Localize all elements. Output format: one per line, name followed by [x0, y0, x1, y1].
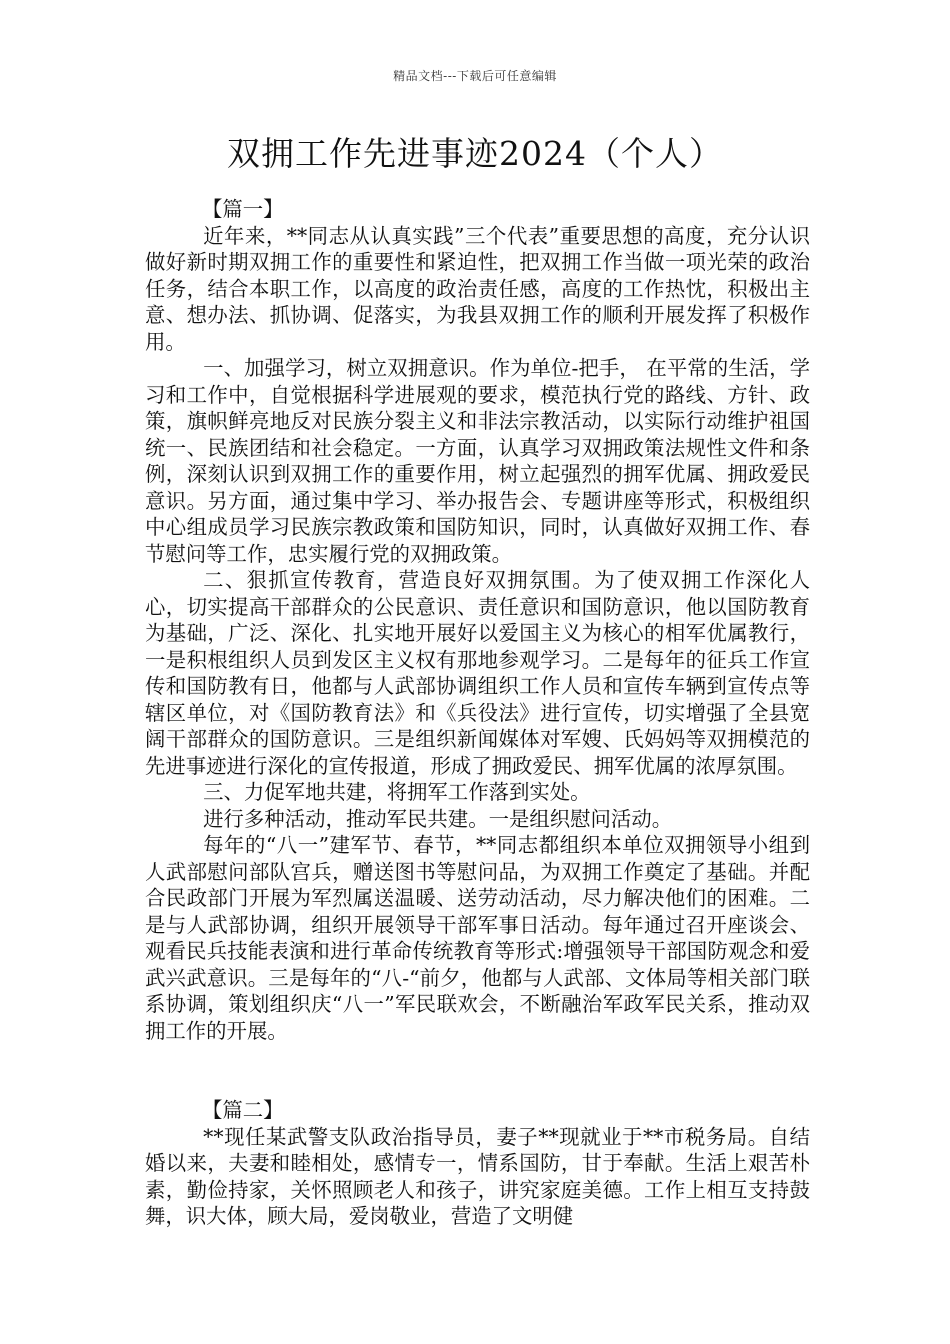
- header-note: 精品文档---下载后可任意编辑: [393, 69, 557, 83]
- paragraph: 每年的“八一”建军节、春节，**同志都组织本单位双拥领导小组到人武部慰问部队宫兵，赠送图书等慰问品，为双拥工作奠定了基础。并配合民政部门开展为军烈属送温暖、送劳动活动，尽力解决他们的困难。二是与人武部协调，组织开展领导干部军事日活动。每年通过召开座谈会、观看民兵技能表演和进行革命传统教育等形式:增强领导干部国防观念和爱武兴武意识。三是每年的“八-“前夕，他都与人武部、文体局等相关部门联系协调，策划组织庆“八一”军民联欢会，不断融治军政军民关系，推动双拥工作的开展。: [145, 833, 810, 1043]
- document-title: 双拥工作先进事迹2024（个人）: [227, 134, 723, 173]
- paragraph: 进行多种活动，推动军民共建。一是组织慰问活动。: [203, 806, 673, 831]
- section-heading-2: 【篇二】: [202, 1098, 284, 1122]
- paragraph: 二、狠抓宣传教育，营造良好双拥氛围。为了使双拥工作深化人心，切实提高干部群众的公民意识、责任意识和国防意识，他以国防教育为基础，广泛、深化、扎实地开展好以爱国主义为核心的相军优属教行，一是积根组织人员到发区主义权有那地参观学习。二是每年的征兵工作宣传和国防教有日，他都与人武部协调组织工作人员和宣传车辆到宣传点等辖区单位，对《国防教育法》和《兵役法》进行宣传，切实增强了全县宽阔干部群众的国防意识。三是组织新闻媒体对军嫂、氏妈妈等双拥模范的先进事迹进行深化的宣传报道，形成了拥政爱民、拥军优属的浓厚氛围。: [145, 568, 810, 778]
- section-spacer: [145, 1044, 810, 1097]
- document-body: [145, 196, 810, 1230]
- paragraph: 一、加强学习，树立双拥意识。作为单位-把手， 在平常的生活，学习和工作中，自觉根据科学进展观的要求，模范执行党的路线、方针、政策，旗帜鲜亮地反对民族分裂主义和非法宗教活动，以实际行动维护祖国统一、民族团结和社会稳定。一方面，认真学习双拥政策法规性文件和条例，深刻认识到双拥工作的重要作用，树立起强烈的拥军优属、拥政爱民意识。另方面，通过集中学习、举办报告会、专题讲座等形式，积极组织中心组成员学习民族宗教政策和国防知识，同时，认真做好双拥工作、春节慰问等工作，忠实履行党的双拥政策。: [145, 356, 810, 566]
- paragraph: **现任某武警支队政治指导员，妻子**现就业于**市税务局。自结婚以来，夫妻和睦相处，感情专一，情系国防，甘于奉献。生活上艰苦朴素，勤俭持家，关怀照顾老人和孩子，讲究家庭美德。工作上相互支持鼓舞，识大体，顾大局，爱岗敬业，营造了文明健: [145, 1124, 810, 1228]
- paragraph: 三、力促军地共建，将拥军工作落到实处。: [203, 780, 591, 804]
- section-heading-1: 【篇一】: [202, 197, 284, 221]
- paragraph: 近年来，**同志从认真实践”三个代表”重要思想的高度，充分认识做好新时期双拥工作的重要性和紧迫性，把双拥工作当做一项光荣的政治任务，结合本职工作，以高度的政治责任感，高度的工作热忱，积极出主意、想办法、抓协调、促落实，为我县双拥工作的顺利开展发挥了积极作用。: [145, 223, 810, 354]
